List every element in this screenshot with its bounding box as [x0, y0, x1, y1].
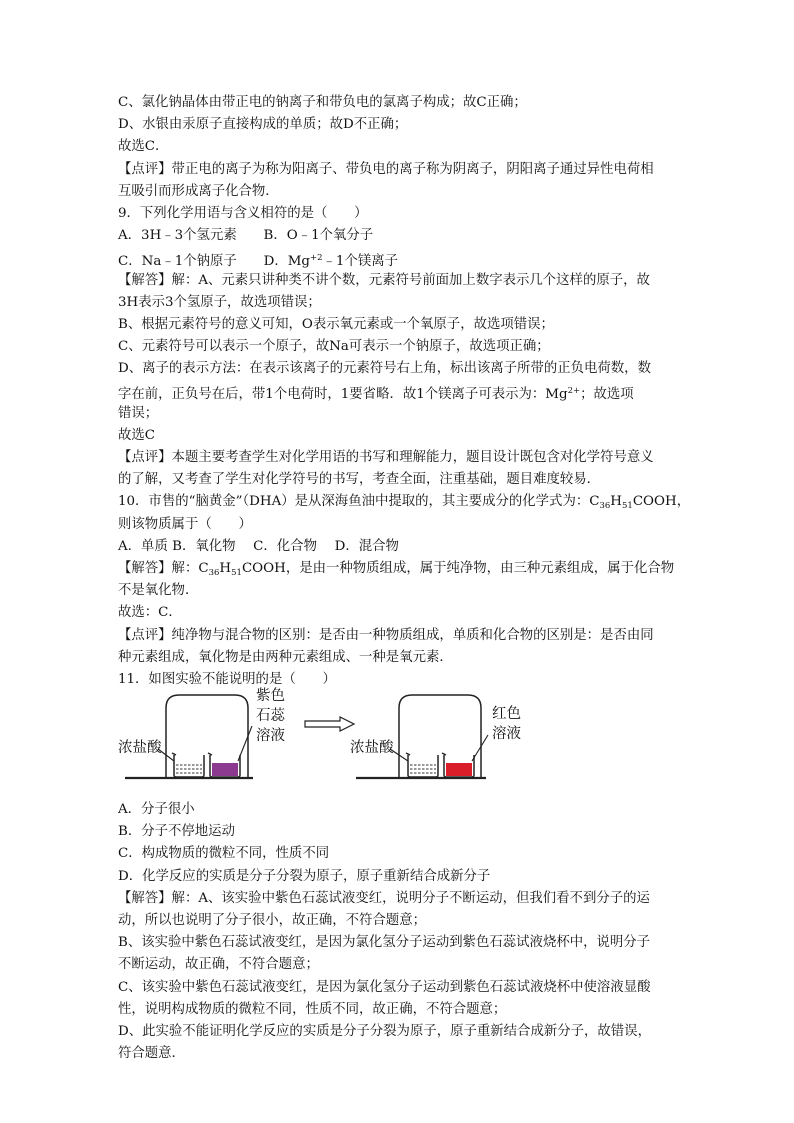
answer-line: 符合题意． [118, 1046, 185, 1062]
answer-line [118, 558, 698, 580]
charge-superscript: 2+ [567, 386, 581, 397]
option-text: C．Na﹣1个钠原子 D．Mg [118, 254, 310, 270]
option-line: C．构成物质的微粒不同，性质不同 [118, 846, 330, 862]
purple-litmus-solution [212, 763, 238, 776]
right-solution-label-1: 红色 [492, 706, 521, 723]
answer-line: D、此实验不能证明化学反应的实质是分子分裂为原子，原子重新结合成新分子，故错误， [118, 1023, 651, 1039]
answer-line: 动，所以也说明了分子很小，故正确，不符合题意； [118, 913, 426, 928]
answer-line [118, 380, 698, 402]
question-9-options-ab: A．3H﹣3个氢元素 B．O﹣1个氧分子 [118, 228, 374, 244]
option-line: D．化学反应的实质是分子分裂为原子，原子重新结合成新分子 [118, 868, 491, 884]
subscript: 36 [208, 567, 220, 578]
comment-line: 互吸引而形成离子化合物． [118, 183, 279, 199]
question-9-stem: 9．下列化学用语与含义相符的是（ ） [118, 205, 368, 221]
question-10-stem [118, 491, 698, 513]
option-line: B．分子不停地运动 [118, 824, 235, 840]
answer-line: 性，说明构成物质的微粒不同，性质不同，故正确，不符合题意； [118, 1001, 507, 1017]
red-solution [446, 763, 472, 776]
answer-line: B、根据元素符号的意义可知，O表示氧元素或一个氧原子，故选项错误； [118, 316, 554, 332]
answer-line: 错误； [118, 405, 159, 421]
answer-text: COOH，是由一种物质组成，属于纯净物，由三种元素组成，属于化合物 [241, 560, 675, 576]
answer-text: H [219, 560, 232, 576]
document-page [118, 92, 698, 1065]
stem-text: COOH， [632, 494, 691, 510]
answer-line: 3H表示3个氢原子，故选项错误； [118, 294, 321, 310]
left-indicator-label-3: 溶液 [256, 728, 285, 745]
label-pointer [472, 735, 488, 761]
comment-line: 【点评】纯净物与混合物的区别：是否由一种物质组成，单质和化合物的区别是：是否由同 [118, 627, 654, 643]
text-line: C、氯化钠晶体由带正电的钠离子和带负电的氯离子构成；故C正确； [118, 95, 527, 110]
subscript: 51 [231, 567, 242, 578]
left-acid-label: 浓盐酸 [118, 740, 162, 757]
option-line: A．分子很小 [118, 802, 195, 818]
left-indicator-label-1: 紫色 [256, 688, 285, 705]
comment-line: 【点评】带正电的离子为称为阳离子、带负电的离子称为阴离子，阴阳离子通过异性电荷相 [118, 161, 654, 177]
charge-superscript: +2 [310, 253, 323, 264]
question-10-stem-cont: 则该物质属于（ ） [118, 516, 252, 532]
left-acid-liquid [176, 765, 202, 773]
answer-choice: 故选：C． [118, 605, 182, 621]
answer-line: C、该实验中紫色石蕊试液变红，是因为氯化氢分子运动到紫色石蕊试液烧杯中使溶液显酸 [118, 979, 651, 995]
subscript: 51 [621, 501, 633, 512]
answer-text: 字在前，正负号在后，带1个电荷时，1要省略．故1个镁离子可表示为：Mg [118, 387, 568, 403]
answer-line: D、离子的表示方法：在表示该离子的元素符号右上角，标出该离子所带的正负电荷数，数 [118, 361, 651, 377]
answer-line: 不断运动，故正确，不符合题意； [118, 957, 319, 973]
answer-line: 【解答】解：A、元素只讲种类不讲个数，元素符号前面加上数字表示几个这样的原子，故 [118, 272, 650, 288]
answer-line: 【解答】解：A、该实验中紫色石蕊试液变红，说明分子不断运动，但我们看不到分子的运 [118, 890, 650, 906]
subscript: 36 [599, 501, 611, 512]
answer-line: B、该实验中紫色石蕊试液变红，是因为氯化氢分子运动到紫色石蕊试液烧杯中，说明分子 [118, 935, 651, 951]
text-line: 故选C． [118, 139, 169, 155]
comment-line: 的了解，又考查了学生对化学符号的书写，考查全面，注重基础，题目难度较易． [118, 472, 601, 488]
question-9-options-cd [118, 247, 698, 269]
right-solution-label-2: 溶液 [492, 726, 521, 743]
left-indicator-label-2: 石蕊 [256, 708, 285, 725]
question-11-stem: 11．如图实验不能说明的是（ ） [118, 671, 336, 687]
option-text: ﹣1个镁离子 [322, 254, 399, 270]
comment-line: 种元素组成，氧化物是由两种元素组成、一种是氧元素． [118, 649, 453, 665]
question-10-options: A．单质 B．氧化物 C．化合物 D．混合物 [118, 538, 399, 554]
answer-line: C、元素符号可以表示一个原子，故Na可表示一个钠原子，故选项正确； [118, 339, 550, 355]
comment-line: 【点评】本题主要考查学生对化学用语的书写和理解能力，题目设计既包含对化学符号意义 [118, 450, 654, 465]
right-acid-liquid [410, 765, 436, 773]
answer-line: 不是氧化物． [118, 583, 199, 599]
arrow-icon [305, 717, 354, 731]
stem-text: 10．市售的“脑黄金”（DHA）是从深海鱼油中提取的，其主要成分的化学式为：C [118, 494, 600, 510]
text-line: D、水银由汞原子直接构成的单质；故D不正确； [118, 117, 408, 133]
answer-text: 【解答】解：C [118, 560, 209, 576]
answer-choice: 故选C [118, 427, 156, 443]
experiment-figure [118, 688, 521, 799]
answer-text: ；故选项 [580, 387, 634, 403]
label-pointer [238, 726, 252, 761]
stem-text: H [610, 494, 622, 510]
experiment-diagram [118, 691, 518, 799]
right-acid-label: 浓盐酸 [350, 740, 394, 757]
